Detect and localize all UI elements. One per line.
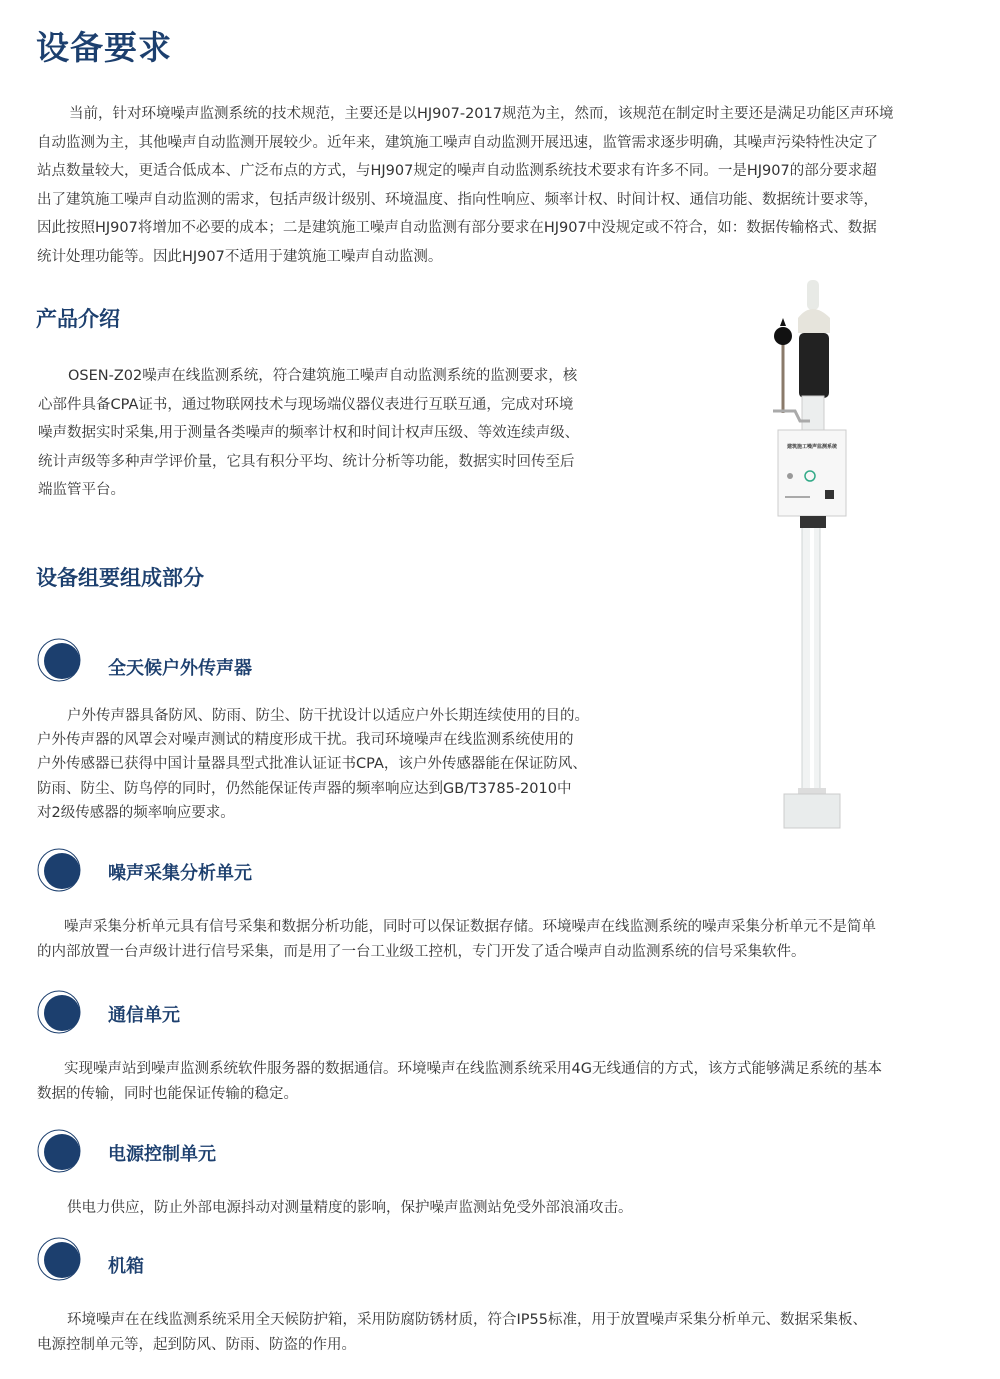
intro-line: 站点数量较大，更适合低成本、广泛布点的方式，与HJ907规定的噪声自动监测系统技术要求有许多不同。一是HJ907的部分要求超: [37, 163, 877, 179]
section-bullet-icon: [36, 847, 82, 893]
section-line: 户外传声器具备防风、防雨、防尘、防干扰设计以适应户外长期连续使用的目的。: [67, 708, 589, 724]
section-line: 实现噪声站到噪声监测系统软件服务器的数据通信。环境噪声在线监测系统采用4G无线通信的方式，该方式能够满足系统的基本: [64, 1061, 882, 1077]
page-title: 设备要求: [36, 28, 172, 67]
section-line: 对2级传感器的频率响应要求。: [37, 804, 235, 821]
section-text-microphone: [37, 704, 589, 825]
section-line: 电源控制单元等，起到防风、防雨、防盗的作用。: [37, 1336, 356, 1353]
product-heading: 产品介绍: [36, 307, 120, 331]
intro-line: 当前，针对环境噪声监测系统的技术规范，主要还是以HJ907-2017规范为主，然而，该规范在制定时主要还是满足功能区声环境: [69, 106, 894, 122]
section-text-communication: [37, 1057, 882, 1106]
section-bullet-icon: [36, 637, 82, 683]
intro-line: 统计处理功能等。因此HJ907不适用于建筑施工噪声自动监测。: [37, 248, 443, 265]
noise-monitor-device-image: [740, 278, 880, 833]
intro-paragraph: [37, 100, 894, 271]
section-title-enclosure: 机箱: [108, 1256, 144, 1277]
section-line: 的内部放置一台声级计进行信号采集，而是用了一台工业级工控机，专门开发了适合噪声自动监测系统的信号采集软件。: [37, 943, 806, 960]
section-title-acquisition: 噪声采集分析单元: [108, 863, 252, 884]
product-paragraph: [38, 362, 579, 505]
product-line: 心部件具备CPA证书，通过物联网技术与现场端仪器仪表进行互联互通，完成对环境: [38, 396, 574, 413]
product-line: 端监管平台。: [38, 482, 125, 498]
section-title-communication: 通信单元: [108, 1005, 180, 1026]
section-text-enclosure: [37, 1308, 867, 1357]
section-text-acquisition: [37, 915, 876, 964]
section-title-microphone: 全天候户外传声器: [108, 658, 252, 679]
section-line: 噪声采集分析单元具有信号采集和数据分析功能，同时可以保证数据存储。环境噪声在线监测系统的噪声采集分析单元不是简单: [64, 919, 876, 935]
device-box-label: 建筑施工噪声监测系统: [786, 444, 838, 450]
intro-line: 出了建筑施工噪声自动监测的需求，包括声级计级别、环境温度、指向性响应、频率计权、时间计权、通信功能、数据统计要求等，: [37, 191, 878, 208]
section-text-power: [37, 1196, 633, 1221]
section-title-power: 电源控制单元: [108, 1144, 216, 1165]
section-line: 数据的传输，同时也能保证传输的稳定。: [37, 1085, 298, 1102]
section-line: 防雨、防尘、防鸟停的同时，仍然能保证传声器的频率响应达到GB/T3785-2010中: [37, 780, 572, 797]
section-line: 户外传感器已获得中国计量器具型式批准认证证书CPA，该户外传感器能在保证防风、: [37, 756, 587, 773]
product-line: 统计声级等多种声学评价量，它具有积分平均、统计分析等功能，数据实时回传至后: [38, 453, 575, 470]
section-line: 户外传声器的风罩会对噪声测试的精度形成干扰。我司环境噪声在线监测系统使用的: [37, 732, 574, 749]
intro-line: 因此按照HJ907将增加不必要的成本；二是建筑施工噪声自动监测有部分要求在HJ907中没规定或不符合，如：数据传输格式、数据: [37, 220, 877, 236]
product-line: 噪声数据实时采集,用于测量各类噪声的频率计权和时间计权声压级、等效连续声级、: [38, 425, 580, 441]
intro-line: 自动监测为主，其他噪声自动监测开展较少。近年来，建筑施工噪声自动监测开展迅速，监管需求逐步明确，其噪声污染特性决定了: [37, 134, 878, 151]
product-line: OSEN-Z02噪声在线监测系统，符合建筑施工噪声自动监测系统的监测要求，核: [68, 368, 578, 384]
section-line: 环境噪声在在线监测系统采用全天候防护箱，采用防腐防锈材质，符合IP55标准，用于放置噪声采集分析单元、数据采集板、: [67, 1312, 867, 1328]
section-line: 供电力供应，防止外部电源抖动对测量精度的影响，保护噪声监测站免受外部浪涌攻击。: [67, 1200, 633, 1216]
section-bullet-icon: [36, 1128, 82, 1174]
section-bullet-icon: [36, 1236, 82, 1282]
components-heading: 设备组要组成部分: [36, 566, 204, 590]
section-bullet-icon: [36, 989, 82, 1035]
